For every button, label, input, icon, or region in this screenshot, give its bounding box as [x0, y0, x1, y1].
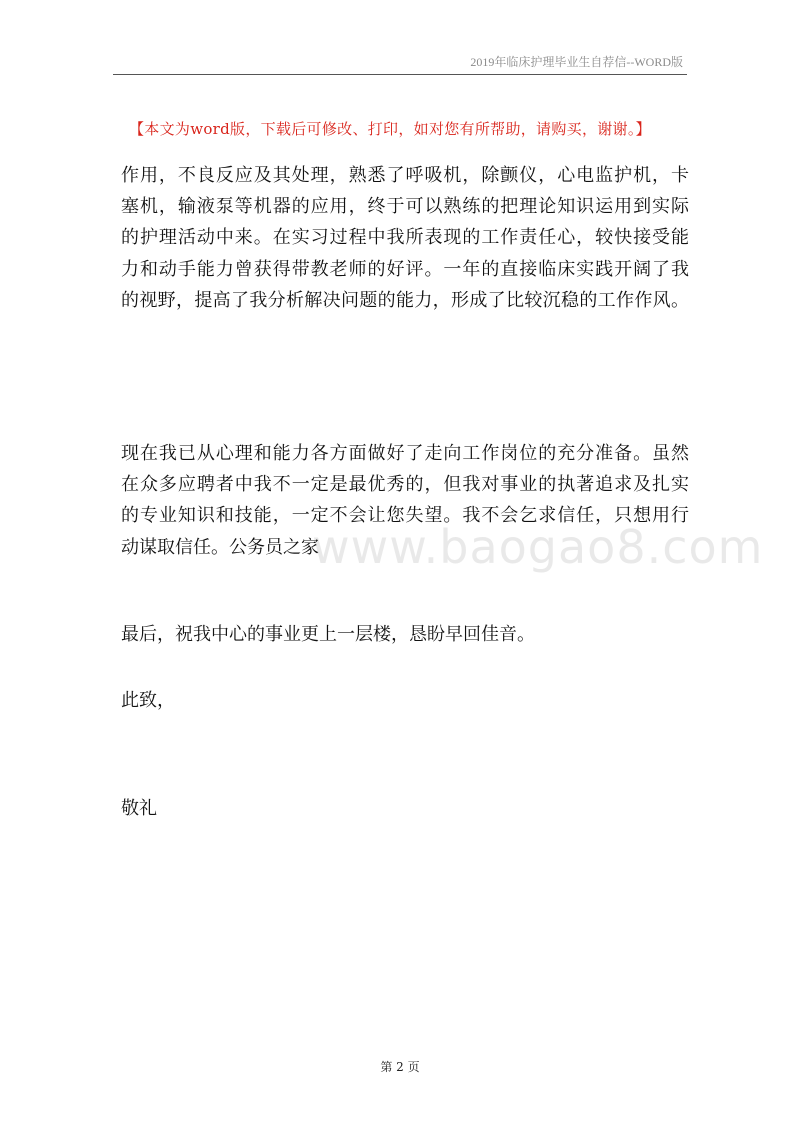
text-line: 塞机，输液泵等机器的应用，终于可以熟练的把理论知识运用到实际: [121, 196, 689, 218]
text-line: 作用，不良反应及其处理，熟悉了呼吸机，除颤仪，心电监护机，卡: [121, 165, 689, 186]
paragraph-1: [121, 160, 689, 316]
text-line: 敬礼: [121, 798, 157, 819]
salutation-line: [121, 685, 689, 716]
text-line: 的专业知识和技能，一定不会让您失望。我不会乞求信任，只想用行: [121, 505, 689, 527]
purchase-notice: 【本文为word版，下载后可修改、打印，如对您有所帮助，请购买，谢谢。】: [129, 120, 651, 138]
text-line: 动谋取信任。公务员之家: [121, 536, 319, 558]
text-line: 力和动手能力曾获得带教老师的好评。一年的直接临床实践开阔了我: [121, 258, 689, 280]
text-line: 最后，祝我中心的事业更上一层楼，恳盼早回佳音。: [121, 624, 535, 645]
text-line: 的视野，提高了我分析解决问题的能力，形成了比较沉稳的工作作风。: [121, 289, 689, 311]
document-header-title: 2019年临床护理毕业生自荐信--WORD版: [470, 55, 683, 69]
header-divider: [113, 74, 687, 75]
text-line: 的护理活动中来。在实习过程中我所表现的工作责任心，较快接受能: [121, 227, 689, 249]
page-number: 第 2 页: [380, 1060, 420, 1074]
regards-line: [121, 793, 689, 824]
watermark-text: www.baogao8.com: [312, 520, 764, 574]
text-line: 此致，: [121, 690, 175, 711]
text-line: 现在我已从心理和能力各方面做好了走向工作岗位的充分准备。虽然: [121, 443, 689, 464]
paragraph-closing-wish: [121, 619, 689, 650]
text-line: 在众多应聘者中我不一定是最优秀的，但我对事业的执著追求及扎实: [121, 474, 689, 496]
